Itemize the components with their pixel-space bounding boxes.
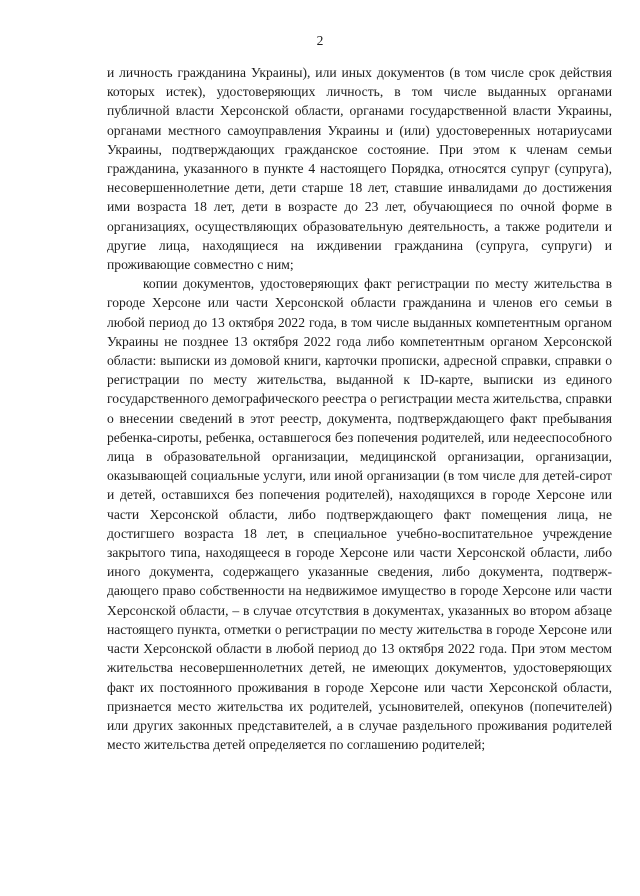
paragraph-registration-documents: копии документов, удостоверяющих факт регистрации по месту жительства в городе Херсоне или части Херсонской области гражданина и членов его семьи в любой период до 13 октября 2022 года, в том числе выданных компетентным органом Украины не позднее 13 октября 2022 года либо компетентным органом Херсонской области: выписки из домовой книги, карточки прописки, адресной справки, справки о регистрации по месту жительства, выданной к ID-карте, выписки из единого государственного демографического реестра о регистрации места жительства, справки о внесении сведений в этот реестр, документа, подтверждающего факт пребывания ребенка-сироты, ребенка, оставшегося без попечения родителей, или недееспособного лица в образовательной организации, медицинской организации, организации, оказывающей социальные услуги, или иной организации (в том числе для детей-сирот и детей, оставшихся без попечения родителей), находящихся в городе Херсоне или части Херсонской области, либо подтверждающего факт помещения лица, не достигшего возраста 18 лет, в специальное учебно-воспитательное учреждение закрытого типа, находящееся в городе Херсоне или части Херсонской области, либо иного документа, содержащего указанные сведения, либо документа, подтверждающего право собственности на недвижимое имущество в городе Херсоне или части Херсонской области, – в случае отсутствия в документах, указанных во втором абзаце настоящего пункта, отметки о регистрации по месту жительства в городе Херсоне или части Херсонской области в любой период до 13 октября 2022 года. При этом местом жительства несовершеннолетних детей, не имеющих документов, удостоверяющих факт их постоянного проживания в городе Херсоне или части Херсонской области, признается место жительства их родителей, усыновителей, опекунов (попечителей) или других законных представителей, а в случае раздельного проживания родителей место жительства детей определяется по соглашению родителей; (107, 276, 612, 753)
paragraph-continuation: и личность гражданина Украины), или иных документов (в том числе срок действия которых истек), удостоверяющих личность, в том числе выданных органами публичной власти Херсонской области, органами государственной власти Украины, органами местного самоуправления Украины и (или) удостоверенных нотариусами Украины, подтверждающих гражданское состояние. При этом к членам семьи гражданина, указанного в пункте 4 настоящего Порядка, относятся супруг (супруга), несовершеннолетние дети, дети старше 18 лет, ставшие инвалидами до достижения ими возраста 18 лет, дети в возрасте до 23 лет, обучающиеся по очной форме в организациях, осуществляющих образовательную деятельность, а также родители и другие лица, находящиеся на иждивении гражданина (супруга, супруги) и проживающие совместно с ним; (107, 65, 612, 273)
page-number: 2 (316, 33, 324, 48)
document-body (107, 63, 612, 754)
